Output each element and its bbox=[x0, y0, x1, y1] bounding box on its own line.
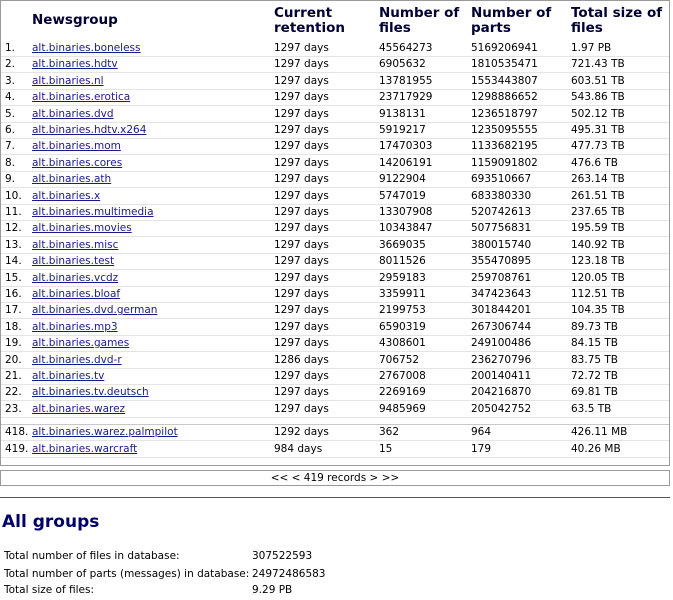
header-files bbox=[379, 6, 459, 36]
retention-cell: 1297 days bbox=[274, 74, 329, 87]
table-row bbox=[1, 107, 669, 123]
parts-cell: 259708761 bbox=[471, 271, 532, 284]
retention-cell: 1297 days bbox=[274, 271, 329, 284]
newsgroup-link[interactable]: alt.binaries.warcraft bbox=[32, 443, 138, 455]
table-row bbox=[1, 442, 669, 458]
newsgroup-link[interactable]: alt.binaries.bloaf bbox=[32, 288, 121, 300]
files-cell: 3359911 bbox=[379, 288, 426, 300]
parts-cell: 683380330 bbox=[471, 189, 532, 202]
table-row bbox=[1, 156, 669, 172]
last-page-link[interactable]: >> bbox=[381, 472, 400, 484]
table-row bbox=[1, 205, 669, 221]
header-files-line1: Number of bbox=[379, 5, 460, 21]
retention-cell: 1297 days bbox=[274, 156, 329, 169]
table-header bbox=[1, 1, 669, 43]
newsgroup-link[interactable]: alt.binaries.games bbox=[32, 337, 130, 350]
parts-cell: 347423643 bbox=[471, 288, 532, 300]
files-cell: 5747019 bbox=[379, 189, 426, 202]
table-row bbox=[1, 369, 669, 385]
size-cell: 263.14 TB bbox=[571, 173, 625, 186]
retention-cell: 1297 days bbox=[274, 370, 329, 382]
size-cell: 476.6 TB bbox=[571, 156, 619, 169]
newsgroup-link[interactable]: alt.binaries.cores bbox=[32, 156, 123, 169]
stat-parts-label: Total number of parts (messages) in database: bbox=[4, 568, 250, 580]
files-cell: 706752 bbox=[379, 353, 420, 366]
newsgroup-link[interactable]: alt.binaries.hdtv.x264 bbox=[32, 124, 147, 136]
section-divider bbox=[0, 497, 670, 498]
retention-cell: 1297 days bbox=[274, 189, 329, 202]
size-cell: 69.81 TB bbox=[571, 386, 619, 399]
header-retention-line2: retention bbox=[274, 20, 346, 36]
retention-cell: 1297 days bbox=[274, 124, 329, 136]
newsgroup-link[interactable]: alt.binaries.ath bbox=[32, 173, 112, 186]
files-cell: 17470303 bbox=[379, 140, 433, 153]
row-number: 19. bbox=[5, 337, 22, 350]
size-cell: 140.92 TB bbox=[571, 238, 625, 251]
retention-cell: 1297 days bbox=[274, 238, 329, 251]
all-groups-title: All groups bbox=[2, 512, 100, 532]
size-cell: 84.15 TB bbox=[571, 337, 619, 350]
files-cell: 9122904 bbox=[379, 173, 426, 186]
files-cell: 2767008 bbox=[379, 370, 426, 382]
table-row bbox=[1, 287, 669, 303]
size-cell: 261.51 TB bbox=[571, 189, 625, 202]
parts-cell: 355470895 bbox=[471, 255, 532, 268]
newsgroup-link[interactable]: alt.binaries.test bbox=[32, 255, 115, 268]
header-parts-line1: Number of bbox=[471, 5, 552, 21]
first-page-link[interactable]: << bbox=[270, 472, 289, 484]
size-cell: 83.75 TB bbox=[571, 353, 619, 366]
newsgroup-link[interactable]: alt.binaries.warez.palmpilot bbox=[32, 426, 178, 438]
parts-cell: 200140411 bbox=[471, 370, 532, 382]
newsgroup-link[interactable]: alt.binaries.mom bbox=[32, 140, 121, 153]
parts-cell: 507756831 bbox=[471, 222, 532, 235]
size-cell: 495.31 TB bbox=[571, 124, 625, 136]
row-number: 4. bbox=[5, 91, 16, 104]
retention-cell: 1297 days bbox=[274, 91, 329, 104]
table-row bbox=[1, 336, 669, 352]
retention-cell: 1297 days bbox=[274, 206, 329, 218]
retention-cell: 1297 days bbox=[274, 304, 329, 317]
newsgroup-link[interactable]: alt.binaries.multimedia bbox=[32, 206, 154, 218]
table-row bbox=[1, 139, 669, 155]
row-number: 20. bbox=[5, 353, 22, 366]
size-cell: 237.65 TB bbox=[571, 206, 625, 218]
size-cell: 543.86 TB bbox=[571, 91, 625, 104]
table-row bbox=[1, 172, 669, 188]
size-cell: 502.12 TB bbox=[571, 107, 625, 120]
table-row bbox=[1, 74, 669, 90]
table-row bbox=[1, 41, 669, 57]
size-cell: 721.43 TB bbox=[571, 58, 625, 71]
retention-cell: 1297 days bbox=[274, 320, 329, 333]
retention-cell: 1286 days bbox=[274, 353, 329, 366]
pagination bbox=[0, 470, 670, 486]
row-gap-separator bbox=[1, 420, 669, 425]
parts-cell: 179 bbox=[471, 443, 492, 455]
table-row bbox=[1, 123, 669, 139]
size-cell: 1.97 PB bbox=[571, 42, 612, 54]
size-cell: 112.51 TB bbox=[571, 288, 625, 300]
parts-cell: 249100486 bbox=[471, 337, 532, 350]
stat-size-label: Total size of files: bbox=[4, 584, 95, 596]
table-row bbox=[1, 90, 669, 106]
table-row bbox=[1, 189, 669, 205]
newsgroup-link[interactable]: alt.binaries.warez bbox=[32, 402, 126, 415]
retention-cell: 984 days bbox=[274, 443, 323, 455]
row-number: 10. bbox=[5, 189, 22, 202]
row-number: 15. bbox=[5, 271, 22, 284]
retention-cell: 1297 days bbox=[274, 140, 329, 153]
files-cell: 362 bbox=[379, 426, 400, 438]
header-newsgroup: Newsgroup bbox=[32, 12, 118, 28]
row-number: 9. bbox=[5, 173, 16, 186]
row-number: 12. bbox=[5, 222, 22, 235]
row-number: 419. bbox=[5, 443, 29, 455]
size-cell: 89.73 TB bbox=[571, 320, 619, 333]
header-parts-line2: parts bbox=[471, 20, 511, 36]
next-page-link[interactable]: > bbox=[369, 472, 379, 484]
parts-cell: 1236518797 bbox=[471, 107, 538, 120]
table-row bbox=[1, 57, 669, 73]
table-row bbox=[1, 385, 669, 401]
stat-parts-value: 24972486583 bbox=[252, 568, 326, 580]
newsgroup-link[interactable]: alt.binaries.erotica bbox=[32, 91, 131, 104]
files-cell: 2199753 bbox=[379, 304, 426, 317]
header-parts bbox=[471, 6, 551, 36]
parts-cell: 520742613 bbox=[471, 206, 532, 218]
size-cell: 72.72 TB bbox=[571, 370, 619, 382]
retention-cell: 1297 days bbox=[274, 58, 329, 71]
header-size-line2: files bbox=[571, 20, 603, 36]
row-number: 14. bbox=[5, 255, 22, 268]
files-cell: 5919217 bbox=[379, 124, 426, 136]
header-retention bbox=[274, 6, 345, 36]
files-cell: 15 bbox=[379, 443, 393, 455]
row-number: 6. bbox=[5, 124, 16, 136]
newsgroup-link[interactable]: alt.binaries.tv.deutsch bbox=[32, 386, 149, 399]
table-row bbox=[1, 221, 669, 237]
parts-cell: 5169206941 bbox=[471, 42, 538, 54]
header-size bbox=[571, 6, 662, 36]
retention-cell: 1297 days bbox=[274, 222, 329, 235]
size-cell: 426.11 MB bbox=[571, 426, 628, 438]
table-row bbox=[1, 271, 669, 287]
size-cell: 477.73 TB bbox=[571, 140, 625, 153]
size-cell: 603.51 TB bbox=[571, 74, 625, 87]
parts-cell: 204216870 bbox=[471, 386, 532, 399]
retention-cell: 1297 days bbox=[274, 288, 329, 300]
files-cell: 8011526 bbox=[379, 255, 426, 268]
files-cell: 10343847 bbox=[379, 222, 433, 235]
newsgroup-link[interactable]: alt.binaries.dvd-r bbox=[32, 353, 122, 366]
parts-cell: 1810535471 bbox=[471, 58, 538, 71]
table-row bbox=[1, 320, 669, 336]
row-number: 16. bbox=[5, 288, 22, 300]
header-retention-line1: Current bbox=[274, 5, 333, 21]
row-number: 22. bbox=[5, 386, 22, 399]
newsgroup-link[interactable]: alt.binaries.nl bbox=[32, 74, 104, 87]
retention-cell: 1297 days bbox=[274, 386, 329, 399]
files-cell: 14206191 bbox=[379, 156, 433, 169]
newsgroup-link[interactable]: alt.binaries.tv bbox=[32, 370, 105, 382]
size-cell: 104.35 TB bbox=[571, 304, 625, 317]
size-cell: 195.59 TB bbox=[571, 222, 625, 235]
prev-page-link[interactable]: < bbox=[291, 472, 301, 484]
retention-cell: 1297 days bbox=[274, 255, 329, 268]
files-cell: 13307908 bbox=[379, 206, 433, 218]
retention-cell: 1297 days bbox=[274, 402, 329, 415]
newsgroup-link[interactable]: alt.binaries.x bbox=[32, 189, 101, 202]
files-cell: 6905632 bbox=[379, 58, 426, 71]
stat-files-label: Total number of files in database: bbox=[4, 550, 180, 562]
row-number: 8. bbox=[5, 156, 16, 169]
newsgroup-link[interactable]: alt.binaries.hdtv bbox=[32, 58, 118, 71]
row-number: 5. bbox=[5, 107, 16, 120]
retention-cell: 1297 days bbox=[274, 173, 329, 186]
table-row bbox=[1, 425, 669, 441]
parts-cell: 380015740 bbox=[471, 238, 532, 251]
size-cell: 63.5 TB bbox=[571, 402, 612, 415]
parts-cell: 267306744 bbox=[471, 320, 532, 333]
newsgroup-link[interactable]: alt.binaries.mp3 bbox=[32, 320, 118, 333]
retention-cell: 1297 days bbox=[274, 337, 329, 350]
row-number: 17. bbox=[5, 304, 22, 317]
row-number: 2. bbox=[5, 58, 16, 71]
row-number: 13. bbox=[5, 238, 22, 251]
newsgroup-link[interactable]: alt.binaries.vcdz bbox=[32, 271, 119, 284]
newsgroup-link[interactable]: alt.binaries.dvd.german bbox=[32, 304, 158, 317]
retention-cell: 1292 days bbox=[274, 426, 329, 438]
table-row bbox=[1, 238, 669, 254]
files-cell: 2959183 bbox=[379, 271, 426, 284]
retention-cell: 1297 days bbox=[274, 42, 329, 54]
files-cell: 2269169 bbox=[379, 386, 426, 399]
files-cell: 9138131 bbox=[379, 107, 426, 120]
row-number: 23. bbox=[5, 402, 22, 415]
parts-cell: 693510667 bbox=[471, 173, 532, 186]
size-cell: 120.05 TB bbox=[571, 271, 625, 284]
table-row bbox=[1, 402, 669, 418]
newsgroup-link[interactable]: alt.binaries.dvd bbox=[32, 107, 114, 120]
files-cell: 4308601 bbox=[379, 337, 426, 350]
parts-cell: 236270796 bbox=[471, 353, 532, 366]
stat-size-value: 9.29 PB bbox=[252, 584, 293, 596]
table-row bbox=[1, 303, 669, 319]
records-count: 419 records bbox=[303, 472, 367, 484]
newsgroup-link[interactable]: alt.binaries.movies bbox=[32, 222, 132, 235]
newsgroup-link[interactable]: alt.binaries.misc bbox=[32, 238, 119, 251]
header-size-line1: Total size of bbox=[571, 5, 663, 21]
table-row bbox=[1, 353, 669, 369]
header-files-line2: files bbox=[379, 20, 411, 36]
parts-cell: 205042752 bbox=[471, 402, 532, 415]
files-cell: 9485969 bbox=[379, 402, 426, 415]
stat-files-value: 307522593 bbox=[252, 550, 313, 562]
parts-cell: 964 bbox=[471, 426, 492, 438]
files-cell: 13781955 bbox=[379, 74, 433, 87]
newsgroup-link[interactable]: alt.binaries.boneless bbox=[32, 42, 141, 54]
row-number: 1. bbox=[5, 42, 16, 54]
parts-cell: 1298886652 bbox=[471, 91, 538, 104]
parts-cell: 1235095555 bbox=[471, 124, 538, 136]
size-cell: 40.26 MB bbox=[571, 443, 621, 455]
size-cell: 123.18 TB bbox=[571, 255, 625, 268]
files-cell: 23717929 bbox=[379, 91, 433, 104]
parts-cell: 301844201 bbox=[471, 304, 532, 317]
parts-cell: 1553443807 bbox=[471, 74, 538, 87]
row-number: 18. bbox=[5, 320, 22, 333]
files-cell: 45564273 bbox=[379, 42, 433, 54]
retention-cell: 1297 days bbox=[274, 107, 329, 120]
row-number: 418. bbox=[5, 426, 29, 438]
row-number: 21. bbox=[5, 370, 22, 382]
row-number: 7. bbox=[5, 140, 16, 153]
table-row bbox=[1, 254, 669, 270]
files-cell: 6590319 bbox=[379, 320, 426, 333]
files-cell: 3669035 bbox=[379, 238, 426, 251]
row-number: 3. bbox=[5, 74, 16, 87]
parts-cell: 1133682195 bbox=[471, 140, 538, 153]
parts-cell: 1159091802 bbox=[471, 156, 538, 169]
row-number: 11. bbox=[5, 206, 22, 218]
